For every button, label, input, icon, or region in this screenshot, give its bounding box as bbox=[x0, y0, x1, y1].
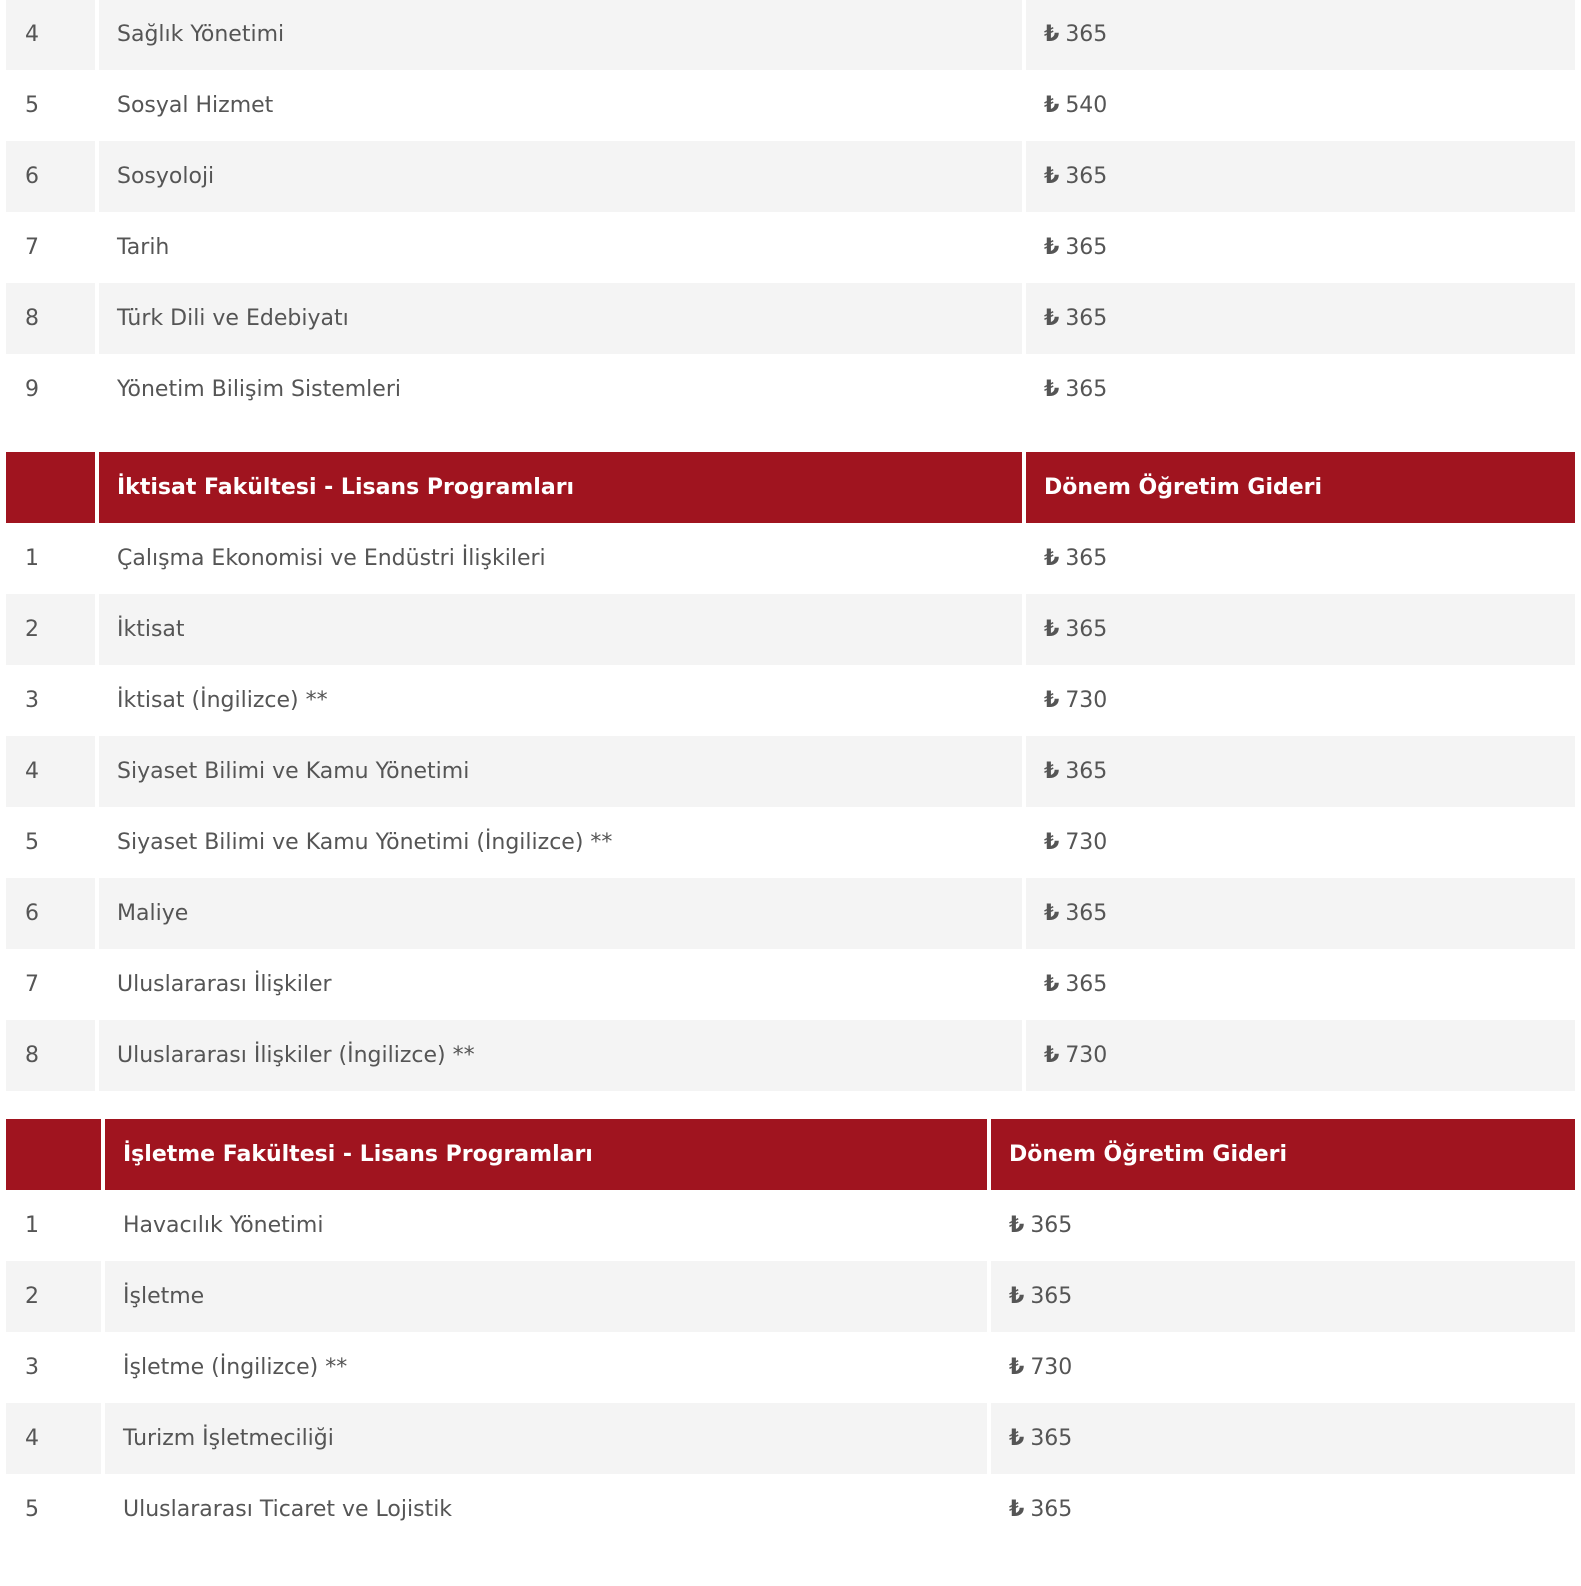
table-row bbox=[6, 736, 1575, 807]
row-number: 2 bbox=[6, 594, 95, 665]
program-fee: ₺ 365 bbox=[991, 1261, 1575, 1332]
program-fee: ₺ 365 bbox=[991, 1190, 1575, 1261]
lira-icon: ₺ bbox=[1009, 1284, 1025, 1309]
program-name: Siyaset Bilimi ve Kamu Yönetimi bbox=[99, 736, 1022, 807]
fee-table-iktisat bbox=[6, 452, 1575, 1091]
table-row bbox=[6, 807, 1575, 878]
row-number: 4 bbox=[6, 736, 95, 807]
lira-icon: ₺ bbox=[1044, 306, 1060, 331]
program-name: Çalışma Ekonomisi ve Endüstri İlişkileri bbox=[99, 523, 1022, 594]
program-name: Uluslararası İlişkiler (İngilizce) ** bbox=[99, 1020, 1022, 1091]
program-fee: ₺ 365 bbox=[1026, 736, 1575, 807]
row-number: 6 bbox=[6, 141, 95, 212]
program-fee: ₺ 365 bbox=[1026, 141, 1575, 212]
row-number: 5 bbox=[6, 1474, 101, 1545]
program-fee: ₺ 365 bbox=[1026, 523, 1575, 594]
table-row bbox=[6, 1261, 1575, 1332]
row-number: 4 bbox=[6, 1403, 101, 1474]
row-number: 3 bbox=[6, 665, 95, 736]
row-number: 5 bbox=[6, 807, 95, 878]
table-row bbox=[6, 665, 1575, 736]
lira-icon: ₺ bbox=[1044, 235, 1060, 260]
program-name: Sosyal Hizmet bbox=[99, 70, 1022, 141]
header-faculty: İşletme Fakültesi - Lisans Programları bbox=[105, 1119, 987, 1190]
header-fee: Dönem Öğretim Gideri bbox=[1026, 452, 1575, 523]
table-row bbox=[6, 523, 1575, 594]
program-name: Türk Dili ve Edebiyatı bbox=[99, 283, 1022, 354]
lira-icon: ₺ bbox=[1044, 164, 1060, 189]
lira-icon: ₺ bbox=[1044, 22, 1060, 47]
table-row bbox=[6, 878, 1575, 949]
program-fee: ₺ 730 bbox=[991, 1332, 1575, 1403]
program-name: Uluslararası İlişkiler bbox=[99, 949, 1022, 1020]
program-fee: ₺ 730 bbox=[1026, 807, 1575, 878]
lira-icon: ₺ bbox=[1044, 546, 1060, 571]
table-row bbox=[6, 212, 1575, 283]
table-row bbox=[6, 283, 1575, 354]
row-number: 7 bbox=[6, 949, 95, 1020]
program-fee: ₺ 540 bbox=[1026, 70, 1575, 141]
table-row bbox=[6, 1190, 1575, 1261]
table-row bbox=[6, 70, 1575, 141]
lira-icon: ₺ bbox=[1044, 759, 1060, 784]
fee-table-isletme bbox=[6, 1119, 1575, 1545]
table-row bbox=[6, 949, 1575, 1020]
program-fee: ₺ 365 bbox=[991, 1474, 1575, 1545]
lira-icon: ₺ bbox=[1044, 377, 1060, 402]
lira-icon: ₺ bbox=[1044, 93, 1060, 118]
lira-icon: ₺ bbox=[1009, 1355, 1025, 1380]
lira-icon: ₺ bbox=[1044, 617, 1060, 642]
program-fee: ₺ 365 bbox=[1026, 949, 1575, 1020]
table-header bbox=[6, 452, 1575, 523]
program-fee: ₺ 365 bbox=[1026, 354, 1575, 425]
program-name: İktisat bbox=[99, 594, 1022, 665]
program-name: Sosyoloji bbox=[99, 141, 1022, 212]
lira-icon: ₺ bbox=[1044, 972, 1060, 997]
table-row bbox=[6, 1332, 1575, 1403]
program-name: İşletme bbox=[105, 1261, 987, 1332]
program-fee: ₺ 730 bbox=[1026, 665, 1575, 736]
lira-icon: ₺ bbox=[1009, 1426, 1025, 1451]
program-name: Turizm İşletmeciliği bbox=[105, 1403, 987, 1474]
table-header bbox=[6, 1119, 1575, 1190]
program-fee: ₺ 365 bbox=[1026, 878, 1575, 949]
program-name: Maliye bbox=[99, 878, 1022, 949]
table-row bbox=[6, 0, 1575, 70]
program-name: Siyaset Bilimi ve Kamu Yönetimi (İngilizce) ** bbox=[99, 807, 1022, 878]
row-number: 9 bbox=[6, 354, 95, 425]
lira-icon: ₺ bbox=[1009, 1497, 1025, 1522]
row-number: 8 bbox=[6, 1020, 95, 1091]
row-number: 4 bbox=[6, 0, 95, 70]
row-number: 7 bbox=[6, 212, 95, 283]
lira-icon: ₺ bbox=[1044, 1043, 1060, 1068]
program-fee: ₺ 365 bbox=[1026, 0, 1575, 70]
row-number: 5 bbox=[6, 70, 95, 141]
table-row bbox=[6, 354, 1575, 425]
program-fee: ₺ 365 bbox=[1026, 283, 1575, 354]
row-number: 2 bbox=[6, 1261, 101, 1332]
header-faculty: İktisat Fakültesi - Lisans Programları bbox=[99, 452, 1022, 523]
table-row bbox=[6, 1403, 1575, 1474]
table-row bbox=[6, 594, 1575, 665]
program-name: İktisat (İngilizce) ** bbox=[99, 665, 1022, 736]
program-fee: ₺ 365 bbox=[1026, 594, 1575, 665]
row-number: 6 bbox=[6, 878, 95, 949]
program-name: Havacılık Yönetimi bbox=[105, 1190, 987, 1261]
lira-icon: ₺ bbox=[1044, 901, 1060, 926]
table-row bbox=[6, 141, 1575, 212]
header-number bbox=[6, 1119, 101, 1190]
row-number: 3 bbox=[6, 1332, 101, 1403]
program-fee: ₺ 730 bbox=[1026, 1020, 1575, 1091]
row-number: 1 bbox=[6, 1190, 101, 1261]
program-name: Tarih bbox=[99, 212, 1022, 283]
fee-table-continued bbox=[6, 0, 1575, 425]
row-number: 8 bbox=[6, 283, 95, 354]
program-name: Sağlık Yönetimi bbox=[99, 0, 1022, 70]
program-name: İşletme (İngilizce) ** bbox=[105, 1332, 987, 1403]
program-fee: ₺ 365 bbox=[991, 1403, 1575, 1474]
header-fee: Dönem Öğretim Gideri bbox=[991, 1119, 1575, 1190]
lira-icon: ₺ bbox=[1009, 1213, 1025, 1238]
program-name: Yönetim Bilişim Sistemleri bbox=[99, 354, 1022, 425]
table-row bbox=[6, 1474, 1575, 1545]
lira-icon: ₺ bbox=[1044, 688, 1060, 713]
lira-icon: ₺ bbox=[1044, 830, 1060, 855]
program-name: Uluslararası Ticaret ve Lojistik bbox=[105, 1474, 987, 1545]
table-row bbox=[6, 1020, 1575, 1091]
row-number: 1 bbox=[6, 523, 95, 594]
program-fee: ₺ 365 bbox=[1026, 212, 1575, 283]
header-number bbox=[6, 452, 95, 523]
